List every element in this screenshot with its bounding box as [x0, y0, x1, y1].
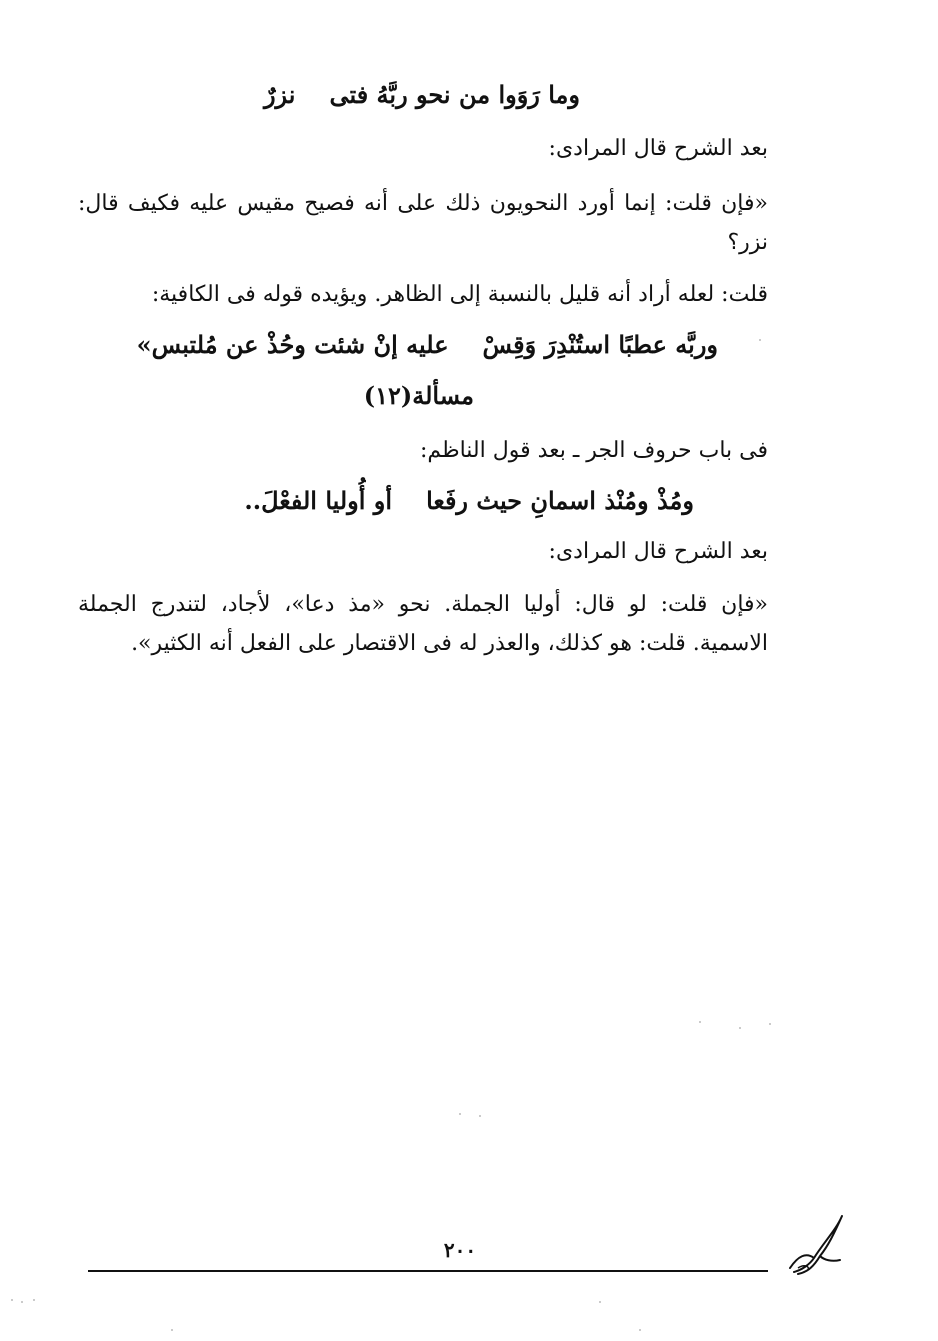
verse-bottom-second-hemistich: أو أُوليا الفعْلَ..: [244, 486, 393, 515]
verse-top-first-hemistich: وما رَوَوا من نحو ربَّهُ فتى: [329, 80, 580, 109]
paragraph-2: قلت: لعله أراد أنه قليل بالنسبة إلى الظاهر. ويؤيده قوله فى الكافية:: [151, 282, 768, 307]
chapter-line: فى باب حروف الجر ـ بعد قول الناظم:: [420, 438, 768, 463]
section-title: مسألة(١٢): [363, 381, 474, 410]
verse-mid-first-hemistich: وربَّه عطبًا استُنْدِرَ وَقِسْ: [482, 330, 718, 359]
verse-mid-second-hemistich: عليه إنْ شئت وحُذْ عن مُلتبس»: [136, 330, 449, 359]
paragraph-1: «فإن قلت: إنما أورد النحويون ذلك على أنه فصيح مقيس عليه فكيف قال: نزر؟: [78, 191, 768, 255]
page-number: ٢٠٠: [443, 1238, 477, 1262]
commentary-heading-1: بعد الشرح قال المرادى:: [548, 136, 768, 161]
verse-top-second-hemistich: نزرٌ: [263, 80, 296, 109]
paragraph-3: «فإن قلت: لو قال: أوليا الجملة. نحو «مذ دعا»، لأجاد، لتندرج الجملة الاسمية. قلت: هو كذلك، والعذر له فى الاقتصار على الفعل أنه الكثير».: [78, 592, 768, 656]
verse-bottom-first-hemistich: ومُذْ ومُنْذ اسمانِ حيث رفَعا: [426, 486, 694, 515]
commentary-heading-2: بعد الشرح قال المرادى:: [548, 539, 768, 564]
